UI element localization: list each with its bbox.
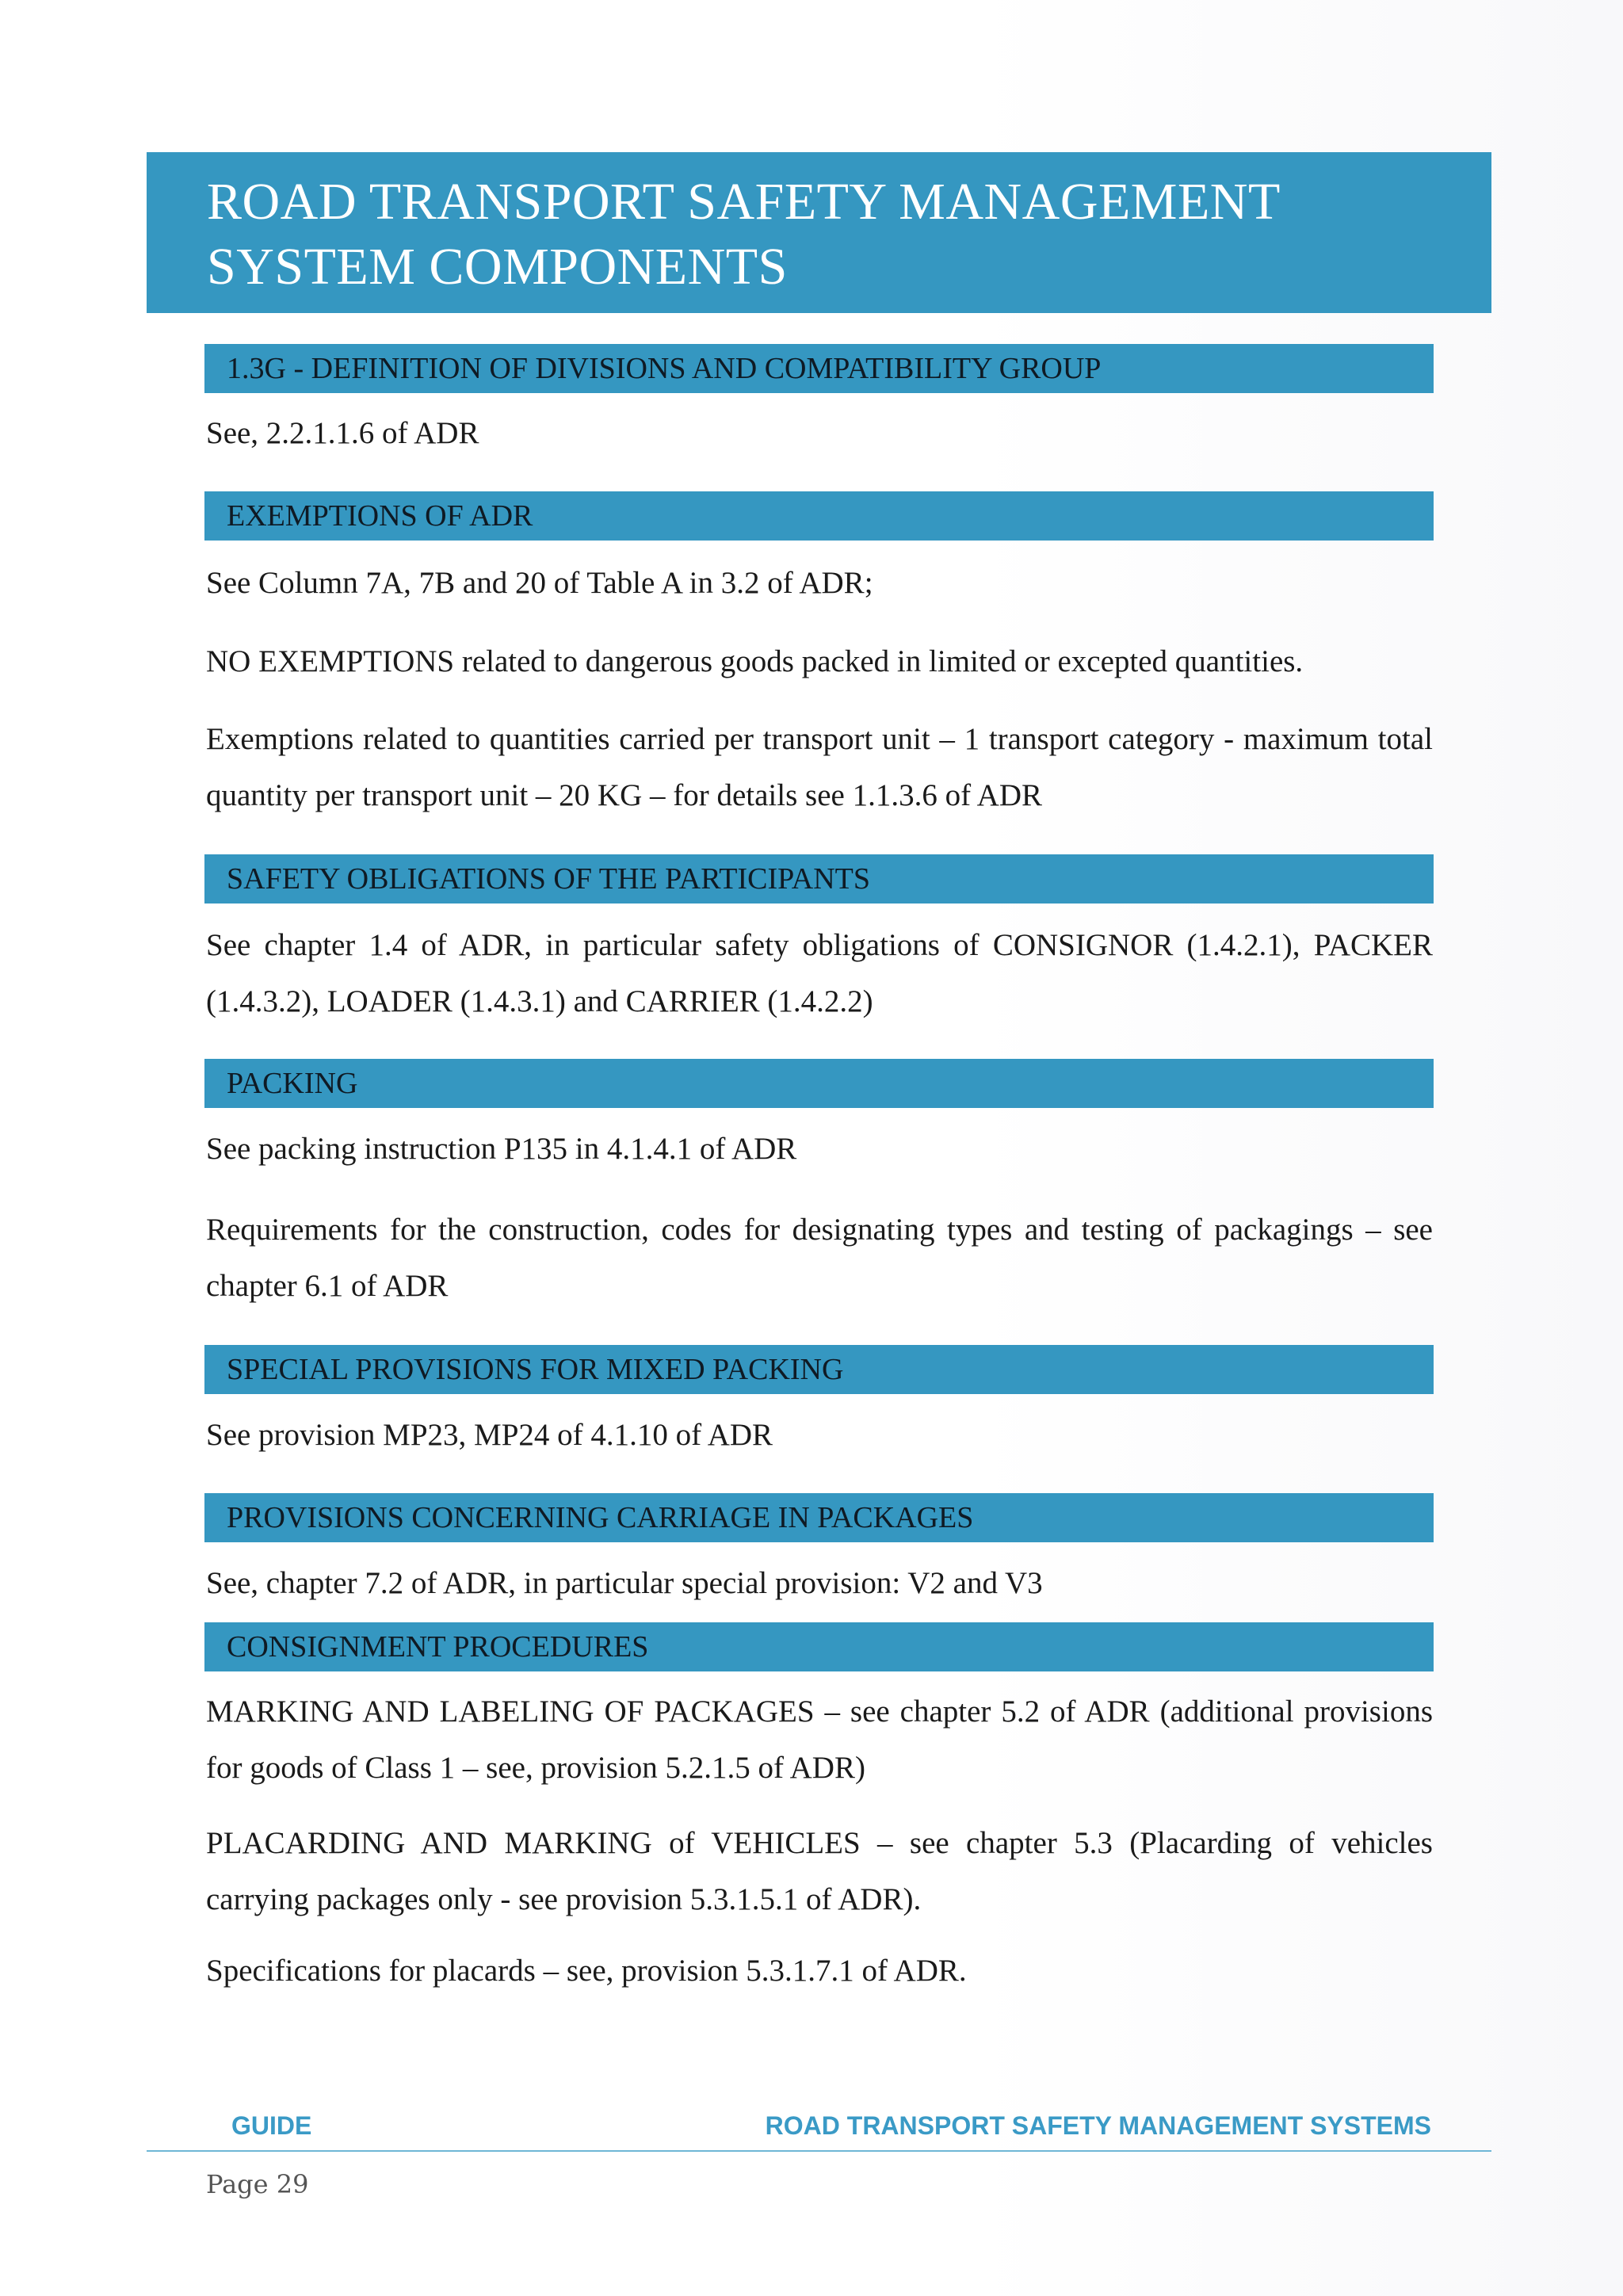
page-title-line-1: ROAD TRANSPORT SAFETY MANAGEMENT: [207, 173, 1281, 231]
section-consignment-paragraph-2: PLACARDING AND MARKING of VEHICLES – see chapter 5.3 (Placarding of vehicles carrying packages only - see provision 5.3.1.5.1 of ADR).: [206, 1826, 1433, 1916]
section-consignment-paragraph-1: MARKING AND LABELING OF PACKAGES – see chapter 5.2 of ADR (additional provisions for goods of Class 1 – see, provision 5.2.1.5 of ADR): [206, 1694, 1433, 1785]
footer-guide-label: GUIDE: [231, 2111, 312, 2140]
page-number: Page 29: [206, 2169, 309, 2199]
section-consignment-paragraph-3: Specifications for placards – see, provision 5.3.1.7.1 of ADR.: [206, 1954, 967, 1988]
section-heading-packing: PACKING: [204, 1059, 1434, 1108]
section-packing-paragraph-1: See packing instruction P135 in 4.1.4.1 of ADR: [206, 1132, 797, 1166]
section-exemptions-paragraph-3: Exemptions related to quantities carried per transport unit – 1 transport category - maximum total quantity per transport unit – 20 KG – for details see 1.1.3.6 of ADR: [206, 722, 1433, 812]
section-heading-safety-obligations: SAFETY OBLIGATIONS OF THE PARTICIPANTS: [204, 854, 1434, 904]
section-exemptions-paragraph-1: See Column 7A, 7B and 20 of Table A in 3.2 of ADR;: [206, 566, 873, 600]
section-heading-divisions: 1.3G - DEFINITION OF DIVISIONS AND COMPATIBILITY GROUP: [204, 344, 1434, 393]
section-divisions-paragraph: See, 2.2.1.1.6 of ADR: [206, 416, 479, 450]
page-title-banner: [147, 152, 1491, 313]
section-heading-carriage: PROVISIONS CONCERNING CARRIAGE IN PACKAGES: [204, 1493, 1434, 1542]
section-carriage-paragraph: See, chapter 7.2 of ADR, in particular special provision: V2 and V3: [206, 1566, 1043, 1600]
section-mixed-packing-paragraph: See provision MP23, MP24 of 4.1.10 of ADR: [206, 1418, 773, 1452]
section-safety-obligations-paragraph: See chapter 1.4 of ADR, in particular safety obligations of CONSIGNOR (1.4.2.1), PACKER (1.4.3.2), LOADER (1.4.3.1) and CARRIER (1.4.2.2): [206, 928, 1433, 1018]
footer-document-title: ROAD TRANSPORT SAFETY MANAGEMENT SYSTEMS: [765, 2111, 1431, 2140]
footer-divider: [147, 2150, 1491, 2152]
section-heading-consignment: CONSIGNMENT PROCEDURES: [204, 1622, 1434, 1671]
section-packing-paragraph-2: Requirements for the construction, codes for designating types and testing of packagings – see chapter 6.1 of ADR: [206, 1213, 1433, 1303]
section-heading-mixed-packing: SPECIAL PROVISIONS FOR MIXED PACKING: [204, 1345, 1434, 1394]
section-exemptions-paragraph-2: NO EXEMPTIONS related to dangerous goods packed in limited or excepted quantities.: [206, 644, 1304, 678]
section-heading-exemptions: EXEMPTIONS OF ADR: [204, 491, 1434, 541]
page-title-line-2: SYSTEM COMPONENTS: [207, 238, 788, 296]
